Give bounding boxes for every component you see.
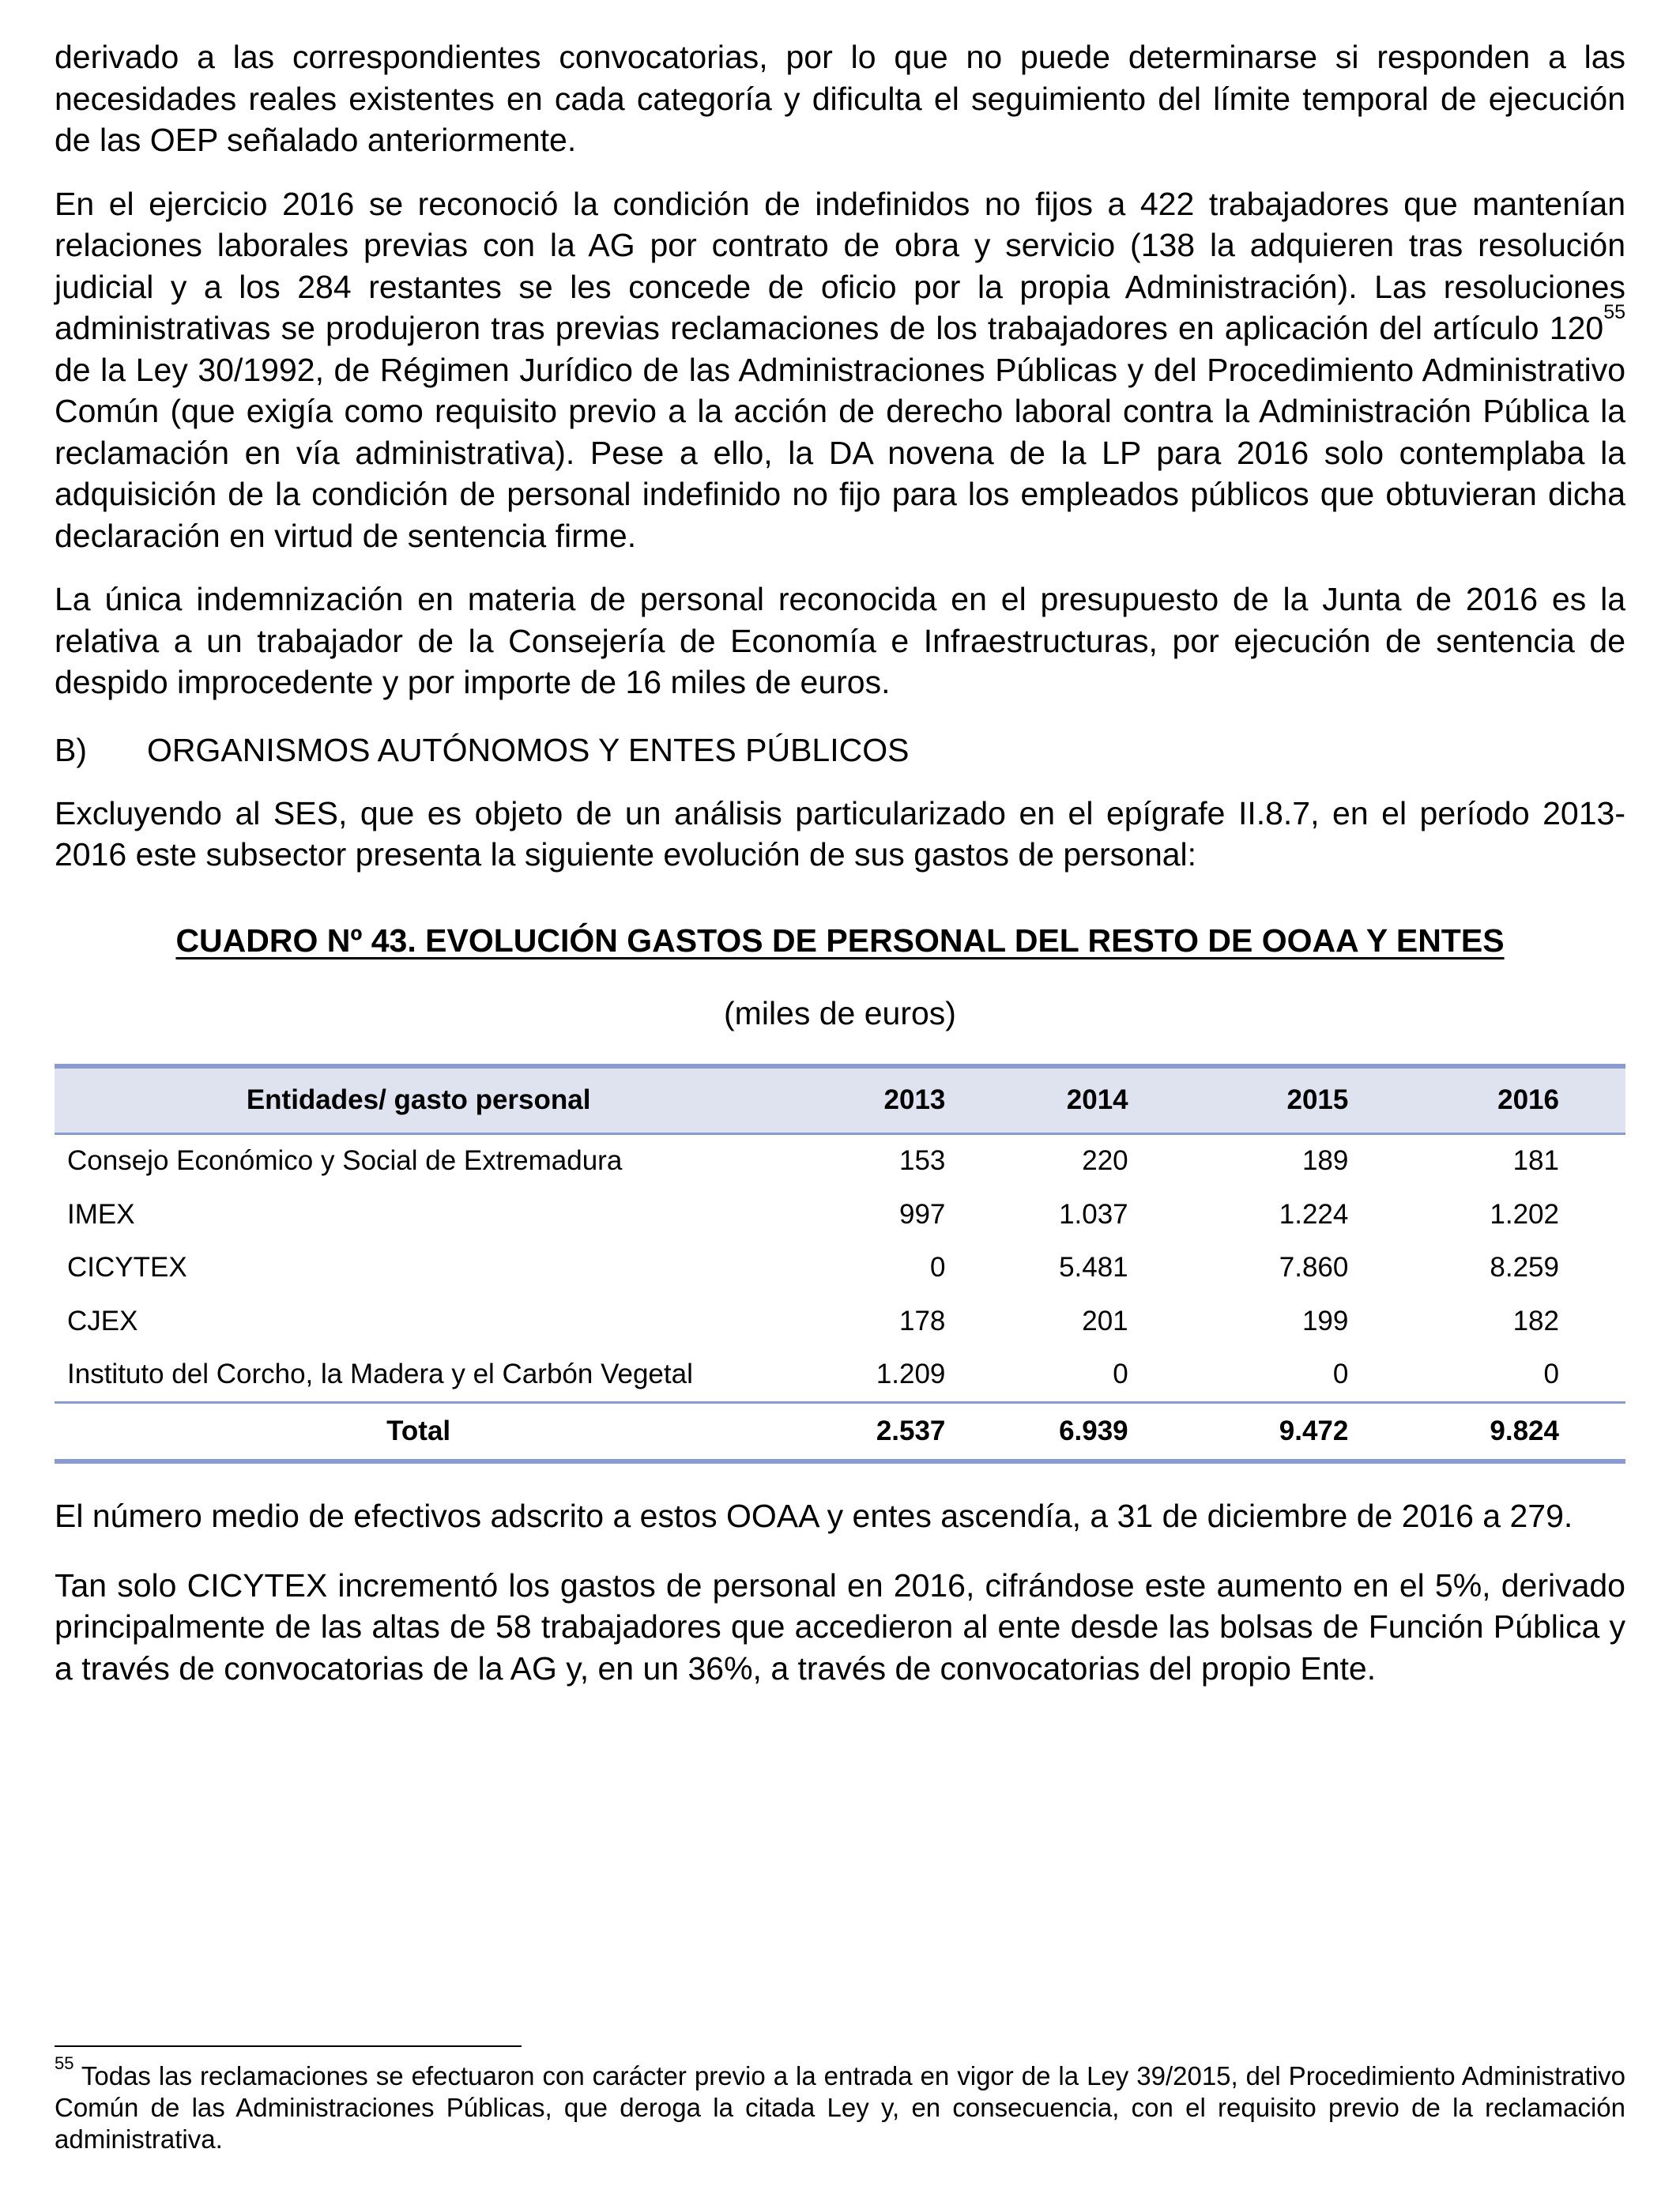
- cell-entity: CJEX: [67, 1305, 138, 1336]
- table-row: [55, 1295, 1625, 1348]
- paragraph-1: derivado a las correspondientes convocatorias, por lo que no puede determinarse si responden a las necesidades reales existentes en cada categoría y dificulta el seguimiento del límite temporal de ejecución de las OEP señalado anteriormente.: [55, 39, 1625, 158]
- header-2014: 2014: [945, 1066, 1128, 1134]
- cell-value: 8.259: [1490, 1252, 1559, 1284]
- cell-value: 181: [1512, 1145, 1559, 1177]
- document-page: [55, 36, 1625, 1689]
- paragraph-2-part-a: En el ejercicio 2016 se reconoció la condición de indefinidos no fijos a 422 trabajadores que mantenían relaciones laborales previas con la AG por contrato de obra y servicio (138 la adquieren tras resolución judicial y a los 284 restantes se les concede de oficio por la propia Administración). Las resoluciones administrativas se produjeron tras previas reclamaciones de los trabajadores en aplicación del artículo 120: [55, 185, 1625, 346]
- paragraph-5: El número medio de efectivos adscrito a estos OOAA y entes ascendía, a 31 de diciembre de 2016 a 279.: [55, 1498, 1573, 1534]
- cell-value: 5.481: [1059, 1252, 1128, 1284]
- cell-entity: Consejo Económico y Social de Extremadura: [67, 1145, 623, 1177]
- section-letter: B): [55, 731, 87, 768]
- cell-value: 1.224: [1279, 1198, 1349, 1230]
- cell-value: 0: [1113, 1359, 1128, 1390]
- header-2015: 2015: [1128, 1066, 1349, 1134]
- cell-value: 1.037: [1059, 1198, 1128, 1230]
- cell-value: 1.202: [1490, 1198, 1559, 1230]
- cell-entity: IMEX: [67, 1198, 135, 1230]
- cell-value: 201: [1082, 1305, 1128, 1336]
- table-row: [55, 1242, 1625, 1295]
- header-entities: Entidades/ gasto personal: [55, 1066, 782, 1134]
- total-2015: 9.472: [1128, 1403, 1349, 1462]
- table-title: CUADRO Nº 43. EVOLUCIÓN GASTOS DE PERSONAL DEL RESTO DE OOAA Y ENTES: [175, 922, 1505, 959]
- cell-value: 178: [899, 1305, 946, 1336]
- table-total-row: [55, 1403, 1625, 1462]
- section-title: ORGANISMOS AUTÓNOMOS Y ENTES PÚBLICOS: [147, 731, 910, 768]
- header-2013: 2013: [782, 1066, 945, 1134]
- footnote-divider: [55, 2045, 522, 2047]
- paragraph-4: Excluyendo al SES, que es objeto de un análisis particularizado en el epígrafe II.8.7, en el período 2013-2016 este subsector presenta la siguiente evolución de sus gastos de personal:: [55, 794, 1625, 873]
- table-subtitle: (miles de euros): [724, 994, 956, 1031]
- cell-entity: CICYTEX: [67, 1252, 187, 1284]
- section-heading: [55, 729, 1625, 771]
- total-2016: 9.824: [1348, 1403, 1625, 1462]
- table-header-row: [55, 1066, 1625, 1134]
- footnote-text: Todas las reclamaciones se efectuaron con carácter previo a la entrada en vigor de la Ley 39/2015, del Procedimiento Administrativo Común de las Administraciones Públicas, que deroga la citada Ley y, en consecuencia, con el requisito previo de la reclamación administrativa.: [55, 2061, 1625, 2154]
- cell-value: 0: [929, 1252, 946, 1284]
- footnote-reference[interactable]: 55: [1603, 301, 1625, 323]
- cell-value: 7.860: [1279, 1252, 1349, 1284]
- cell-value: 1.209: [876, 1359, 946, 1390]
- header-2016: 2016: [1348, 1066, 1625, 1134]
- footnote: [55, 2053, 1625, 2155]
- total-label: Total: [55, 1403, 782, 1462]
- table-row: [55, 1133, 1625, 1188]
- total-2013: 2.537: [782, 1403, 945, 1462]
- cell-value: 997: [899, 1198, 946, 1230]
- cell-entity: Instituto del Corcho, la Madera y el Carbón Vegetal: [67, 1359, 693, 1390]
- table-row: [55, 1188, 1625, 1242]
- paragraph-2: [55, 183, 1625, 557]
- cell-value: 0: [1543, 1359, 1559, 1390]
- paragraph-3: La única indemnización en materia de personal reconocida en el presupuesto de la Junta de 2016 es la relativa a un trabajador de la Consejería de Economía e Infraestructuras, por ejecución de sentencia de despido improcedente y por importe de 16 miles de euros.: [55, 581, 1625, 700]
- footnote-number: 55: [55, 2053, 74, 2073]
- paragraph-6: Tan solo CICYTEX incrementó los gastos de personal en 2016, cifrándose este aumento en el 5%, derivado principalmente de las altas de 58 trabajadores que accedieron al ente desde las bolsas de Función Pública y a través de convocatorias de la AG y, en un 36%, a través de convocatorias del propio Ente.: [55, 1566, 1625, 1687]
- table-row: [55, 1348, 1625, 1403]
- personnel-expenses-table: [55, 1064, 1625, 1465]
- cell-value: 199: [1301, 1305, 1349, 1336]
- total-2014: 6.939: [945, 1403, 1128, 1462]
- cell-value: 153: [899, 1145, 946, 1177]
- cell-value: 189: [1301, 1145, 1349, 1177]
- paragraph-2-part-b: de la Ley 30/1992, de Régimen Jurídico de las Administraciones Públicas y del Procedimiento Administrativo Común (que exigía como requisito previo a la acción de derecho laboral contra la Administración Pública la reclamación en vía administrativa). Pese a ello, la DA novena de la LP para 2016 solo contemplaba la adquisición de la condición de personal indefinido no fijo para los empleados públicos que obtuvieran dicha declaración en virtud de sentencia firme.: [55, 351, 1625, 554]
- cell-value: 220: [1082, 1145, 1128, 1177]
- cell-value: 182: [1512, 1305, 1559, 1336]
- cell-value: 0: [1332, 1359, 1349, 1390]
